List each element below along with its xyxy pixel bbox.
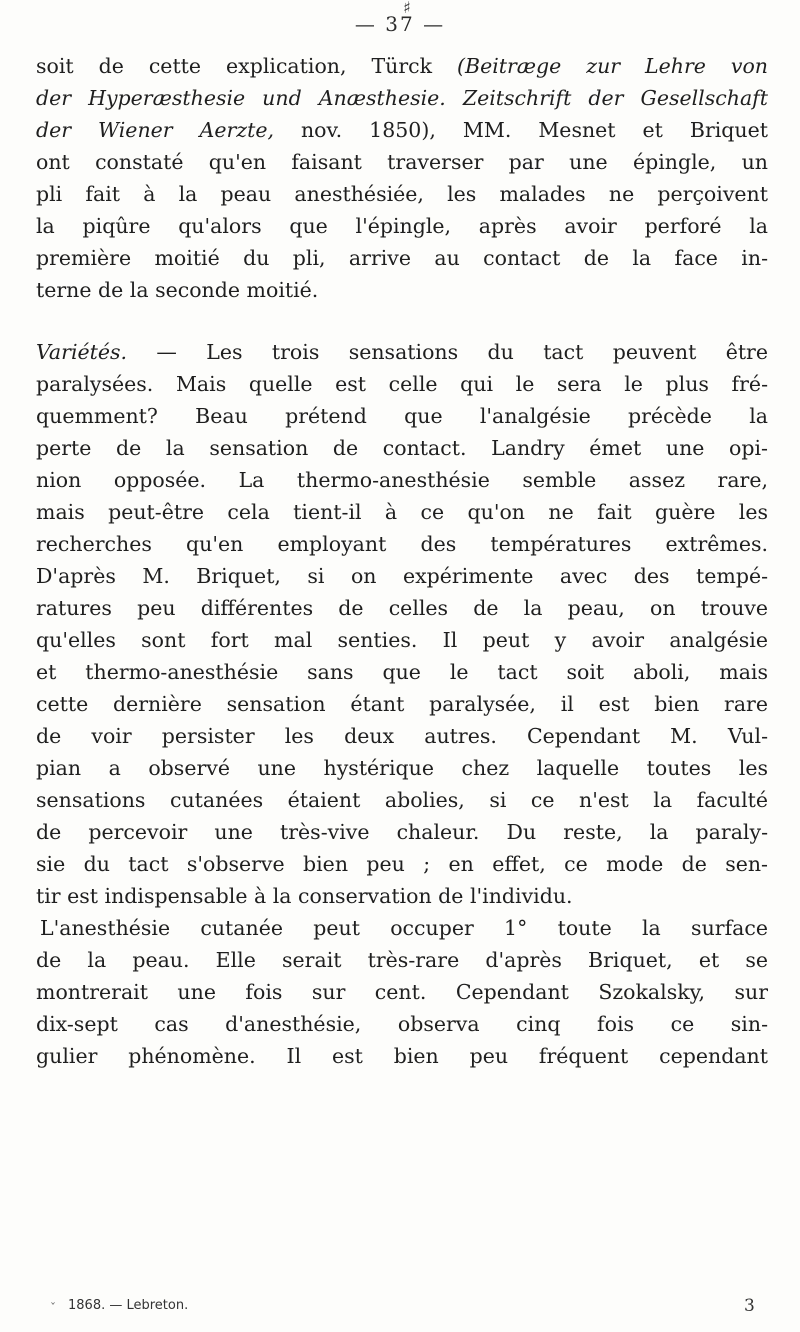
italic-run: der Wiener Aerzte, [36,118,274,142]
text-run: sensations cutanées étaient abolies, si ce n'est la faculté [36,788,768,812]
text-line [36,432,768,464]
text-run: première moitié du pli, arrive au contact de la face in- [36,246,768,270]
text-run: paralysées. Mais quelle est celle qui le sera le plus fré- [36,372,768,396]
text-line [36,752,768,784]
italic-run: der Hyperæsthesie und Anæsthesie. Zeitschrift der Gesellschaft [36,86,768,110]
text-line [36,528,768,560]
text-run: pian a observé une hystérique chez laquelle toutes les [36,756,768,780]
body-text [36,50,768,1072]
printer-signature: 1868. — Lebreton. [68,1298,189,1313]
text-line [36,656,768,688]
text-run: ont constaté qu'en faisant traverser par une épingle, un [36,150,768,174]
text-run: pli fait à la peau anesthésiée, les malades ne perçoivent [36,182,768,206]
text-line [36,114,768,146]
text-line [36,464,768,496]
text-run: quemment? Beau prétend que l'analgésie précède la [36,404,768,428]
text-line [36,624,768,656]
text-line [36,592,768,624]
text-line [36,880,768,912]
text-run: nov. 1850), MM. Mesnet et Briquet [273,118,768,142]
text-run: ratures peu différentes de celles de la peau, on trouve [36,596,768,620]
text-line [36,688,768,720]
text-run: — Les trois sensations du tact peuvent être [127,340,768,364]
text-line [36,336,768,368]
italic-run: (Beitræge zur Lehre von [457,54,768,78]
text-run: de percevoir une très-vive chaleur. Du reste, la paraly- [36,820,768,844]
text-line [36,368,768,400]
text-line [36,1008,768,1040]
text-run: recherches qu'en employant des températures extrêmes. [36,532,768,556]
text-run: terne de la seconde moitié. [36,278,319,302]
text-line [36,178,768,210]
text-run: de la peau. Elle serait très-rare d'après Briquet, et se [36,948,768,972]
text-line [36,210,768,242]
text-run: de voir persister les deux autres. Cependant M. Vul- [36,724,768,748]
text-line [36,400,768,432]
text-run: la piqûre qu'alors que l'épingle, après avoir perforé la [36,214,768,238]
text-line [36,50,768,82]
text-line [36,848,768,880]
text-run: sie du tact s'observe bien peu ; en effet, ce mode de sen- [36,852,768,876]
text-run: tir est indispensable à la conservation de l'individu. [36,884,573,908]
sheet-folio: 3 [744,1296,755,1316]
text-run: perte de la sensation de contact. Landry émet une opi- [36,436,768,460]
text-line [36,1040,768,1072]
text-line [36,816,768,848]
text-run: et thermo-anesthésie sans que le tact soit aboli, mais [36,660,768,684]
text-run: D'après M. Briquet, si on expérimente avec des tempé- [36,564,768,588]
text-line [36,146,768,178]
text-run: qu'elles sont fort mal senties. Il peut y avoir analgésie [36,628,768,652]
text-run: montrerait une fois sur cent. Cependant Szokalsky, sur [36,980,768,1004]
italic-run: Variétés. [36,340,128,364]
text-line [36,944,768,976]
text-run: dix-sept cas d'anesthésie, observa cinq fois ce sin- [36,1012,768,1036]
text-run: nion opposée. La thermo-anesthésie semble assez rare, [36,468,768,492]
text-line [36,784,768,816]
text-line [36,560,768,592]
text-run: soit de cette explication, Türck [36,54,457,78]
text-line [36,242,768,274]
page-number: — 37 — [354,12,446,36]
text-line [36,274,768,306]
text-run: mais peut-être cela tient-il à ce qu'on ne fait guère les [36,500,768,524]
text-run: cette dernière sensation étant paralysée, il est bien rare [36,692,768,716]
text-run: L'anesthésie cutanée peut occuper 1° toute la surface [40,916,768,940]
text-line [36,720,768,752]
page-footer [0,1295,800,1317]
footer-tick: ˇ [50,1301,56,1315]
text-line [36,496,768,528]
text-line [36,912,768,944]
ink-mark: ♯ [403,0,411,17]
text-run: gulier phénomène. Il est bien peu fréquent cependant [36,1044,768,1068]
text-line [36,976,768,1008]
paragraph-gap [36,306,768,336]
text-line [36,82,768,114]
